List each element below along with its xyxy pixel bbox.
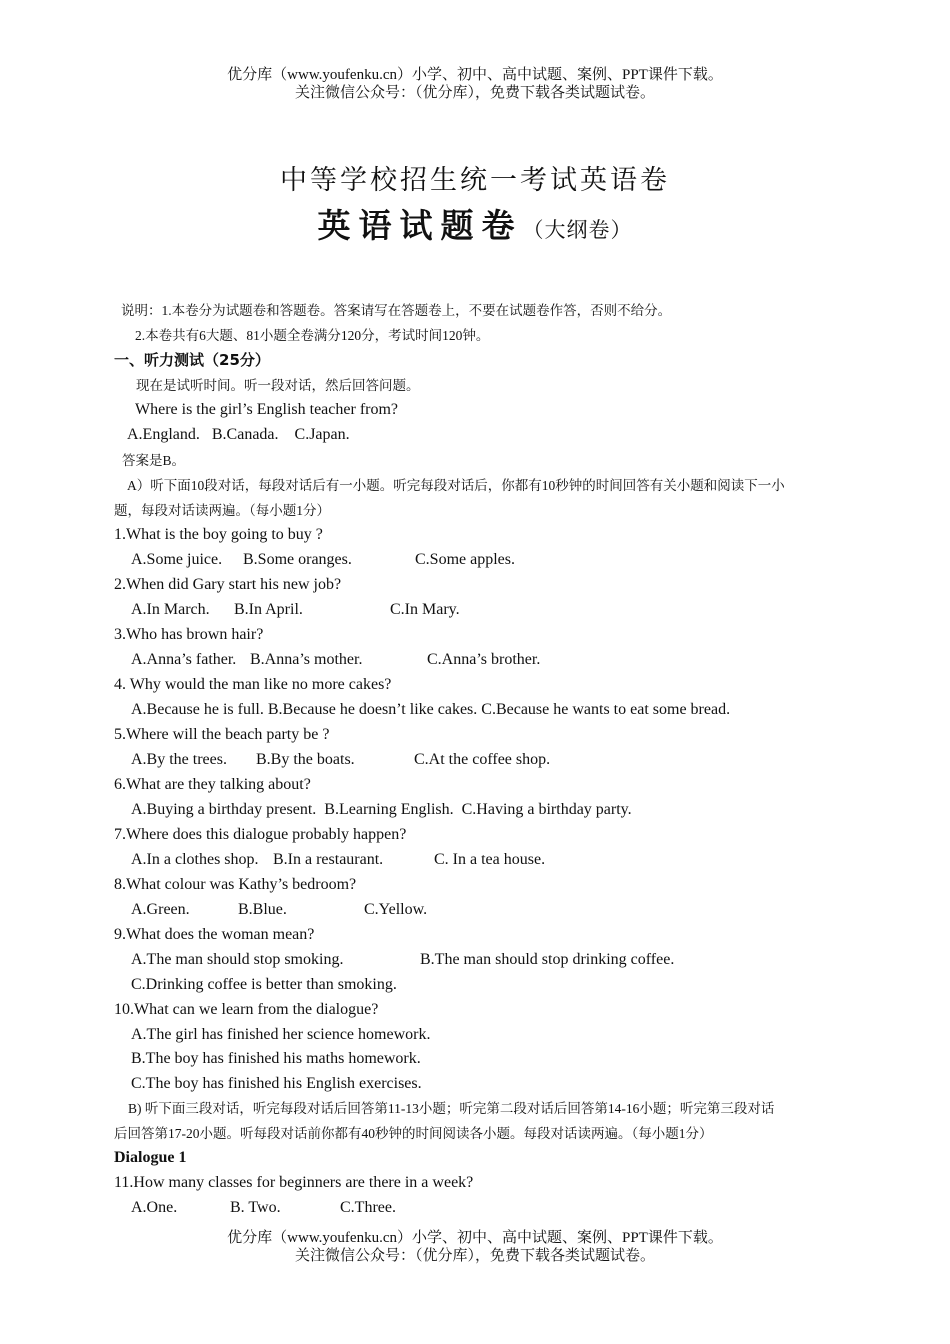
part-b-instruction-1: B) 听下面三段对话，听完每段对话后回答第11-13小题；听完第二段对话后回答第14-16小题；听完第三段对话 (128, 1101, 775, 1116)
footer-line-2: 关注微信公众号：（优分库），免费下载各类试题试卷。 (294, 1248, 655, 1264)
option-3b: B.Anna’s mother. (250, 651, 363, 668)
option-5a: A.By the trees. (131, 751, 227, 768)
question-6: 6.What are they talking about? (114, 776, 311, 793)
question-9: 9.What does the woman mean? (114, 926, 315, 943)
question-1: 1.What is the boy going to buy ? (114, 526, 323, 543)
option-8c: C.Yellow. (364, 901, 428, 918)
page-header (0, 66, 950, 102)
question-8: 8.What colour was Kathy’s bedroom? (114, 876, 357, 893)
question-2: 2.When did Gary start his new job? (114, 576, 342, 593)
example-question: Where is the girl’s English teacher from? (135, 401, 399, 418)
section-heading: 一、听力测试（25分） (114, 351, 270, 369)
question-10: 10.What can we learn from the dialogue? (114, 1001, 379, 1018)
option-10b: B.The boy has finished his maths homework. (131, 1050, 421, 1067)
option-2c: C.In Mary. (390, 601, 460, 618)
example-answer: 答案是B。 (122, 453, 186, 468)
option-11a: A.One. (131, 1199, 178, 1216)
question-3: 3.Who has brown hair? (114, 626, 264, 643)
option-2a: A.In March. (131, 601, 210, 618)
question-11: 11.How many classes for beginners are there in a week? (114, 1174, 474, 1191)
option-8b: B.Blue. (238, 901, 287, 918)
header-line-1: 优分库（www.youfenku.cn）小学、初中、高中试题、案例、PPT课件下载。 (227, 67, 723, 83)
page-footer (0, 1229, 950, 1265)
subtitle-paren: （大纲卷） (522, 218, 633, 242)
option-1b: B.Some oranges. (243, 551, 352, 568)
header-line-2: 关注微信公众号：（优分库），免费下载各类试题试卷。 (294, 85, 655, 101)
question-4: 4. Why would the man like no more cakes? (114, 676, 392, 693)
example-options: A.England. B.Canada. C.Japan. (127, 426, 350, 443)
option-11b: B. Two. (230, 1199, 281, 1216)
option-7c: C. In a tea house. (434, 851, 546, 868)
options-6: A.Buying a birthday present. B.Learning English. C.Having a birthday party. (131, 801, 632, 818)
option-9b: B.The man should stop drinking coffee. (420, 951, 675, 968)
option-7b: B.In a restaurant. (273, 851, 384, 868)
options-4: A.Because he is full. B.Because he doesn’t like cakes. C.Because he wants to eat some bread. (131, 701, 731, 718)
exam-subtitle (0, 200, 950, 247)
option-5b: B.By the boats. (256, 751, 355, 768)
question-5: 5.Where will the beach party be ? (114, 726, 330, 743)
part-b-instruction-2: 后回答第17-20小题。听每段对话前你都有40秒钟的时间阅读各小题。每段对话读两遍。（每小题1分） (114, 1126, 713, 1141)
question-7: 7.Where does this dialogue probably happen? (114, 826, 407, 843)
option-3c: C.Anna’s brother. (427, 651, 541, 668)
part-a-instruction-1: A）听下面10段对话，每段对话后有一小题。听完每段对话后，你都有10秒钟的时间回答有关小题和阅读下一小 (127, 478, 785, 493)
option-9c: C.Drinking coffee is better than smoking. (131, 976, 397, 993)
footer-line-1: 优分库（www.youfenku.cn）小学、初中、高中试题、案例、PPT课件下载。 (227, 1230, 723, 1246)
option-10c: C.The boy has finished his English exercises. (131, 1075, 422, 1092)
subtitle-main: 英语试题卷 (317, 206, 523, 245)
option-5c: C.At the coffee shop. (414, 751, 551, 768)
dialogue-1-heading: Dialogue 1 (114, 1149, 187, 1166)
option-2b: B.In April. (234, 601, 303, 618)
option-7a: A.In a clothes shop. (131, 851, 259, 868)
option-11c: C.Three. (340, 1199, 396, 1216)
exam-title: 中等学校招生统一考试英语卷 (280, 165, 670, 195)
part-a-instruction-2: 题，每段对话读两遍。（每小题1分） (114, 503, 330, 518)
example-intro: 现在是试听时间。听一段对话，然后回答问题。 (136, 378, 420, 393)
option-1a: A.Some juice. (131, 551, 223, 568)
instruction-line-2: 2.本卷共有6大题、81小题全卷满分120分，考试时间120钟。 (135, 328, 490, 343)
instruction-line-1: 说明：1.本卷分为试题卷和答题卷。答案请写在答题卷上，不要在试题卷作答，否则不给分。 (121, 303, 672, 318)
option-1c: C.Some apples. (415, 551, 515, 568)
option-3a: A.Anna’s father. (131, 651, 237, 668)
option-9a: A.The man should stop smoking. (131, 951, 344, 968)
option-10a: A.The girl has finished her science homework. (131, 1026, 431, 1043)
option-8a: A.Green. (131, 901, 190, 918)
